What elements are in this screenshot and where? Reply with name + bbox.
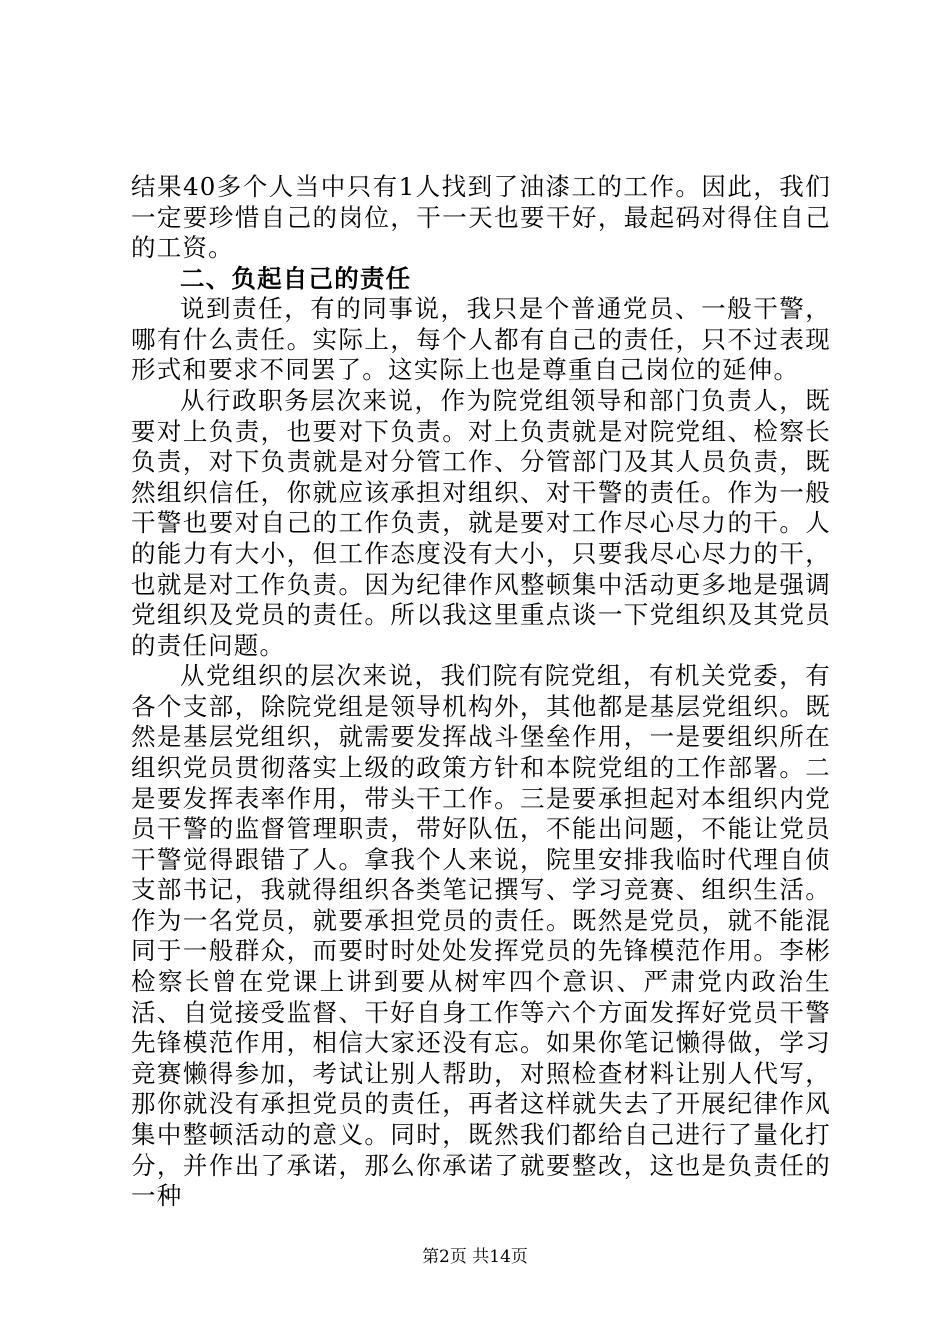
document-body bbox=[131, 172, 831, 1212]
section-heading: 二、负起自己的责任 bbox=[180, 263, 412, 293]
paragraph-administrative-level: 从行政职务层次来说，作为院党组领导和部门负责人，既要对上负责，也要对下负责。对上负责就是对院党组、检察长负责，对下负责就是对分管工作、分管部门及其人员负责，既然组织信任，你就应该承担对组织、对干警的责任。作为一般干警也要对自己的工作负责，就是要对工作尽心尽力的干。人的能力有大小，但工作态度没有大小，只要我尽心尽力的干，也就是对工作负责。因为纪律作风整顿集中活动更多地是强调党组织及党员的责任。所以我这里重点谈一下党组织及其党员的责任问题。 bbox=[131, 386, 831, 660]
page-footer: 第2页 共14页 bbox=[422, 1247, 528, 1267]
paragraph-continued: 结果40多个人当中只有1人找到了油漆工的工作。因此，我们一定要珍惜自己的岗位，干一天也要干好，最起码对得住自己的工资。 bbox=[131, 172, 831, 263]
paragraph-responsibility-intro: 说到责任，有的同事说，我只是个普通党员、一般干警，哪有什么责任。实际上，每个人都有自己的责任，只不过表现形式和要求不同罢了。这实际上也是尊重自己岗位的延伸。 bbox=[131, 294, 831, 385]
paragraph-party-organization-level: 从党组织的层次来说，我们院有院党组，有机关党委，有各个支部，除院党组是领导机构外，其他都是基层党组织。既然是基层党组织，就需要发挥战斗堡垒作用，一是要组织所在组织党员贯彻落实上级的政策方针和本院党组的工作部署。二是要发挥表率作用，带头干工作。三是要承担起对本组织内党员干警的监督管理职责，带好队伍，不能出问题，不能让党员干警觉得跟错了人。拿我个人来说，院里安排我临时代理自侦支部书记，我就得组织各类笔记撰写、学习竞赛、组织生活。作为一名党员，就要承担党员的责任。既然是党员，就不能混同于一般群众，而要时时处处发挥党员的先锋模范作用。李彬检察长曾在党课上讲到要从树牢四个意识、严肃党内政治生活、自觉接受监督、干好自身工作等六个方面发挥好党员干警先锋模范作用，相信大家还没有忘。如果你笔记懒得做，学习竞赛懒得参加，考试让别人帮助，对照检查材料让别人代写，那你就没有承担党员的责任，再者这样就失去了开展纪律作风集中整顿活动的意义。同时，既然我们都给自己进行了量化打分，并作出了承诺，那么你承诺了就要整改，这也是负责任的一种 bbox=[131, 661, 831, 1211]
